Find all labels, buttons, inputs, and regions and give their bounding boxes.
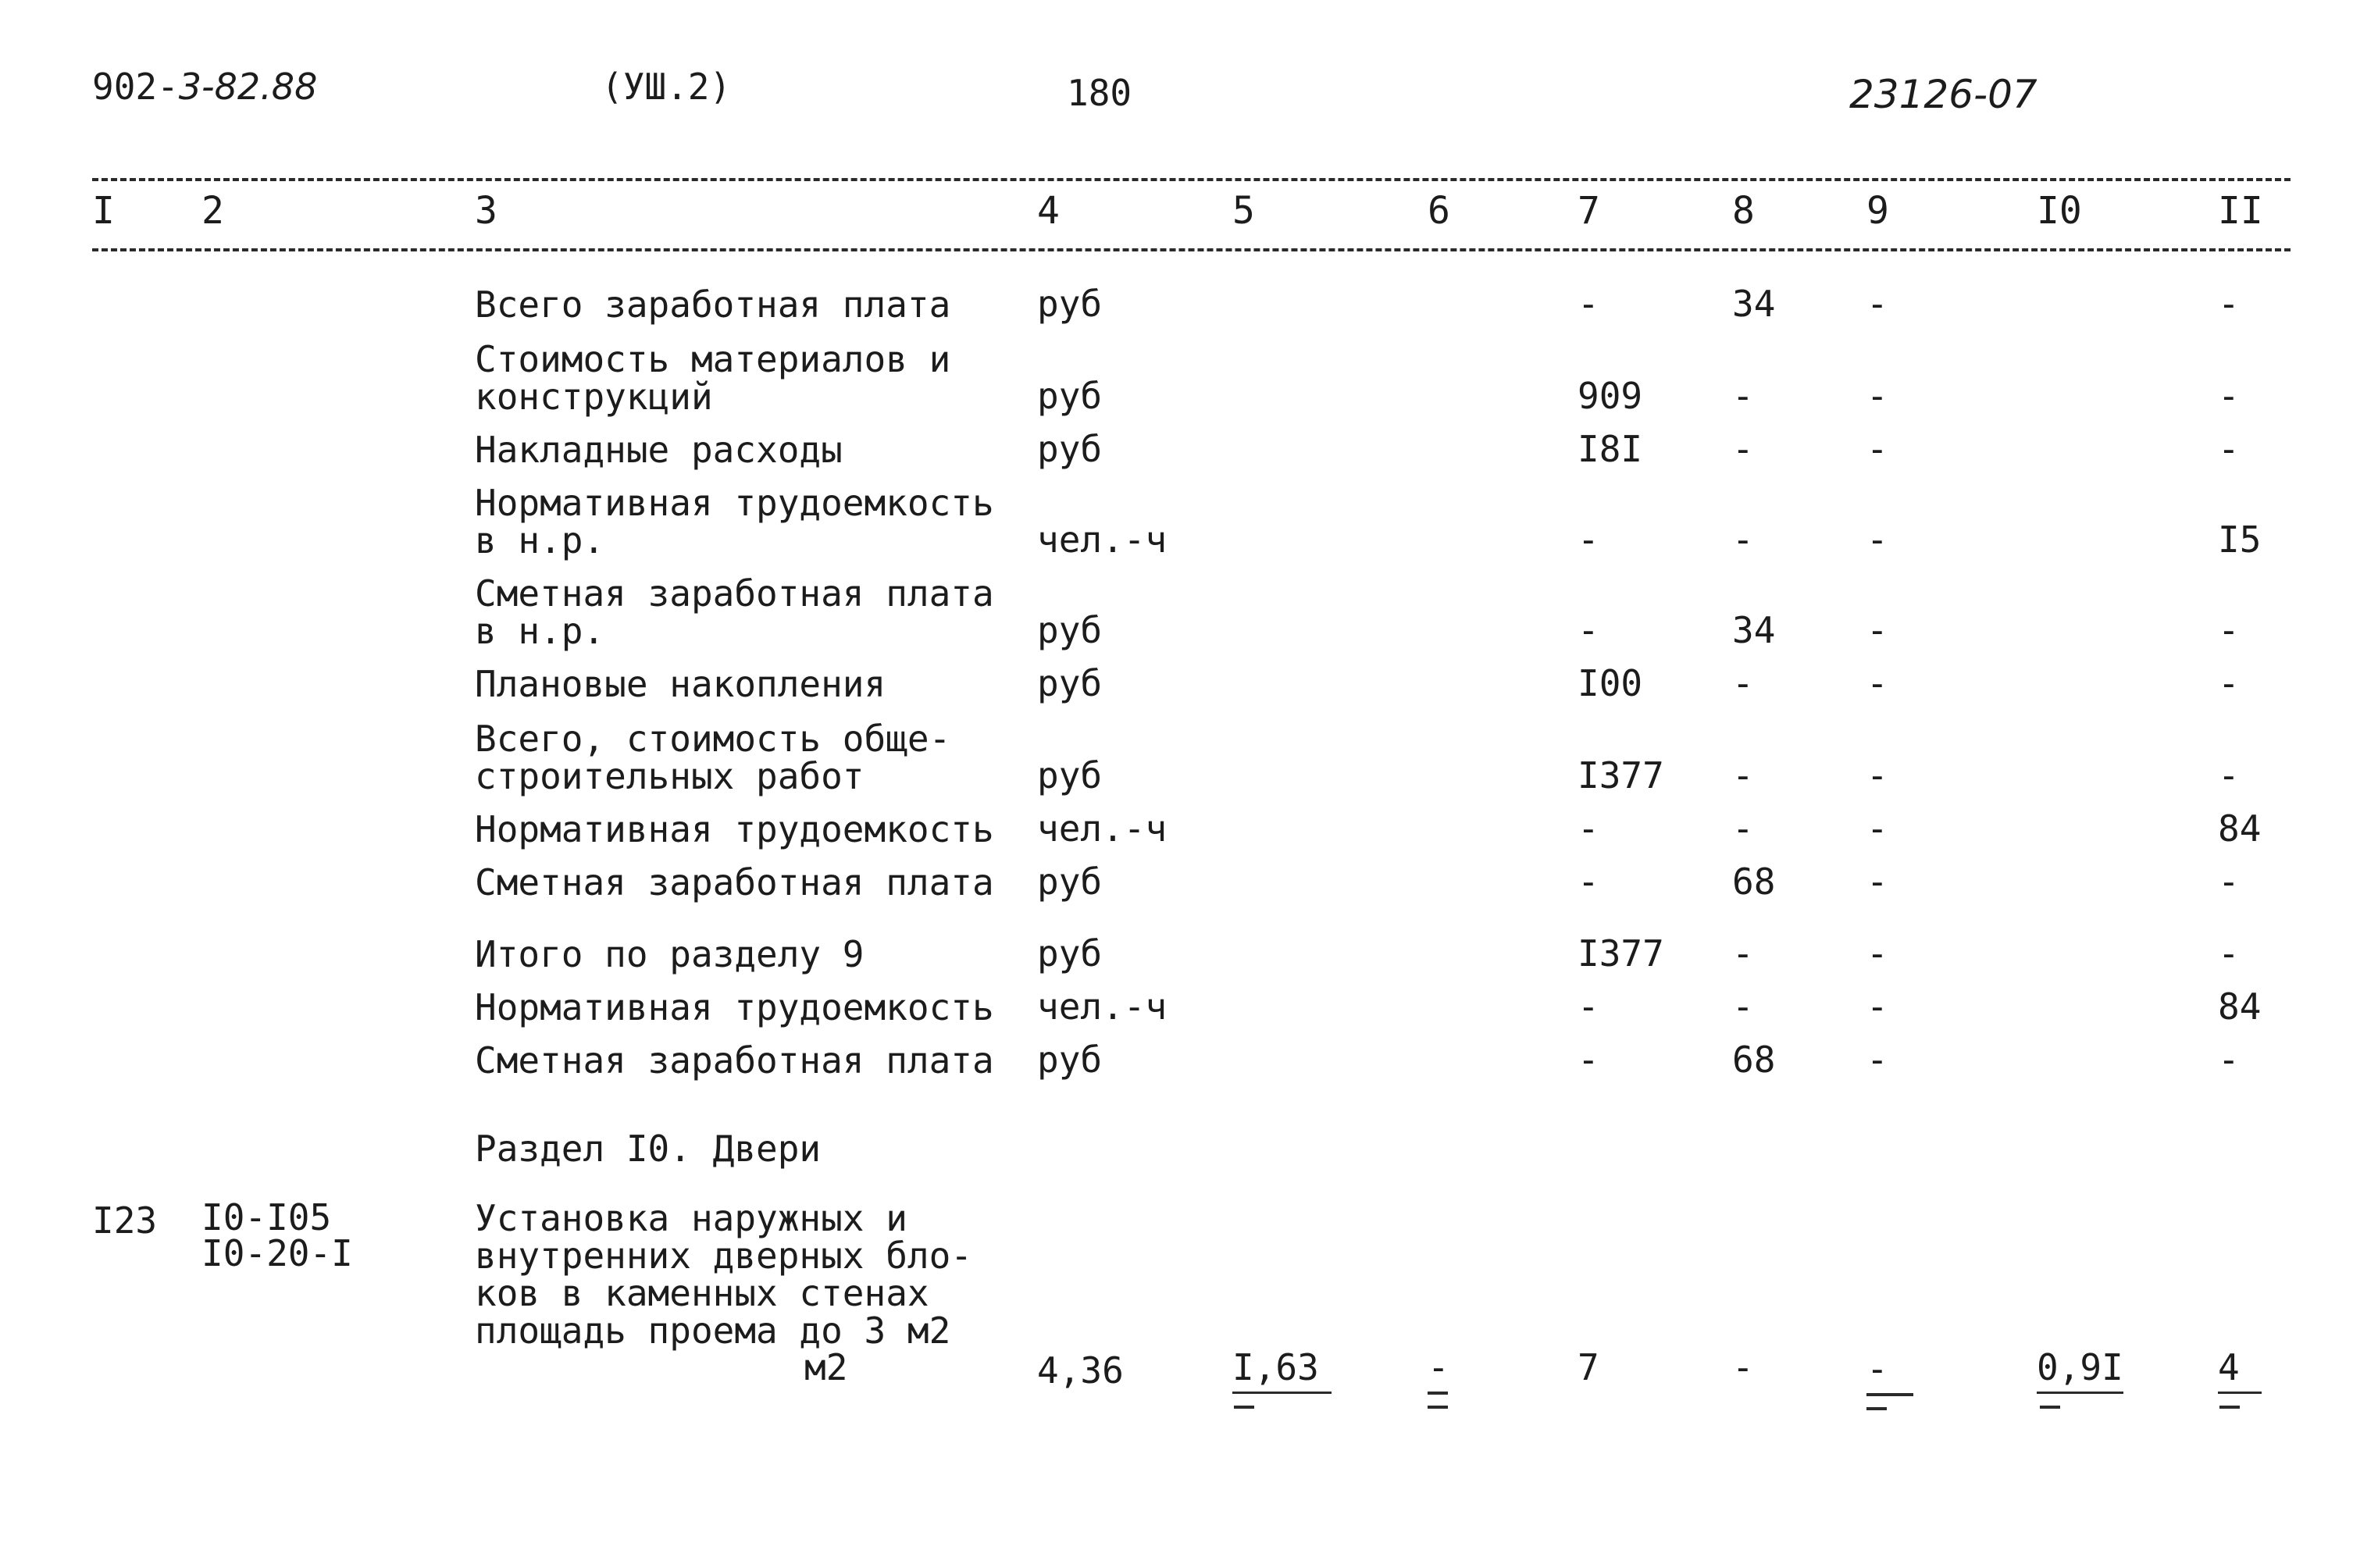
row-col9: - — [1866, 662, 1888, 704]
row-unit: руб — [1037, 1039, 1103, 1081]
item-col5 — [1232, 1346, 1332, 1388]
row-col11: - — [2218, 754, 2240, 796]
row-unit: чел.-ч — [1037, 519, 1168, 561]
row-col9: - — [1866, 283, 1888, 325]
row-label: Сметная заработная плата в н.р. — [475, 572, 994, 652]
row-col8: 34 — [1732, 609, 1776, 651]
item-col11-value: 4 — [2218, 1346, 2262, 1394]
item-col10-value: 0,9I — [2037, 1346, 2123, 1394]
item-quantity: 4,36 — [1037, 1349, 1124, 1392]
row-col7: - — [1578, 861, 1599, 903]
row-col7: I00 — [1578, 662, 1643, 704]
row-col9: - — [1866, 375, 1888, 417]
row-col8: 68 — [1732, 861, 1776, 903]
row-col7: I377 — [1578, 754, 1664, 796]
row-col9: - — [1866, 985, 1888, 1028]
row-unit: чел.-ч — [1037, 985, 1168, 1028]
column-number-9: 9 — [1866, 189, 1889, 233]
column-number-2: 2 — [201, 189, 224, 233]
item-unit: м2 — [804, 1346, 848, 1388]
row-col11: - — [2218, 428, 2240, 470]
item-col7: 7 — [1578, 1346, 1599, 1388]
row-label: Накладные расходы — [475, 429, 843, 471]
row-col9: - — [1866, 807, 1888, 850]
row-label: Сметная заработная плата — [475, 1039, 994, 1082]
row-label: Нормативная трудоемкость — [475, 808, 994, 850]
row-col7: I377 — [1578, 932, 1664, 975]
row-col7: - — [1578, 1039, 1599, 1081]
row-col8: - — [1732, 375, 1754, 417]
row-unit: руб — [1037, 932, 1103, 975]
row-col11: - — [2218, 1039, 2240, 1081]
section-reference: (УШ.2) — [601, 66, 732, 108]
column-number-1: I — [92, 189, 115, 233]
row-col7: - — [1578, 519, 1599, 561]
row-col9: - — [1866, 932, 1888, 975]
row-col9: - — [1866, 1039, 1888, 1081]
row-unit: руб — [1037, 861, 1103, 903]
row-col8: - — [1732, 985, 1754, 1028]
document-code-handwritten: 3-82.88 — [178, 66, 318, 108]
item-col9-sub-dash — [1866, 1407, 1887, 1410]
row-unit: руб — [1037, 609, 1103, 651]
row-unit: руб — [1037, 283, 1103, 325]
section-title: Раздел I0. Двери — [475, 1128, 822, 1170]
column-number-8: 8 — [1732, 189, 1755, 233]
row-col7: 909 — [1578, 375, 1643, 417]
row-col9: - — [1866, 609, 1888, 651]
item-col9-underline — [1866, 1393, 1913, 1396]
row-unit: руб — [1037, 375, 1103, 417]
row-col9: - — [1866, 519, 1888, 561]
row-col8: - — [1732, 662, 1754, 704]
row-unit: руб — [1037, 754, 1103, 796]
row-col9: - — [1866, 428, 1888, 470]
item-col11-sub-dash — [2219, 1406, 2240, 1409]
row-unit: чел.-ч — [1037, 807, 1168, 850]
row-col7: - — [1578, 985, 1599, 1028]
row-label: Плановые накопления — [475, 663, 886, 705]
row-col11: - — [2218, 932, 2240, 975]
inventory-number: 23126-07 — [1849, 72, 2037, 117]
column-number-11: II — [2218, 189, 2263, 233]
row-col7: - — [1578, 609, 1599, 651]
row-col11: - — [2218, 609, 2240, 651]
row-col11: - — [2218, 662, 2240, 704]
row-col11: 84 — [2218, 985, 2262, 1028]
column-number-5: 5 — [1232, 189, 1255, 233]
item-col10-sub-dash — [2040, 1406, 2060, 1409]
row-label: Всего, стоимость обще- строительных работ — [475, 718, 951, 797]
item-col6-underline — [1428, 1392, 1448, 1395]
row-unit: руб — [1037, 428, 1103, 470]
row-col8: - — [1732, 754, 1754, 796]
row-label: Всего заработная плата — [475, 283, 951, 326]
item-col5-sub-dash — [1234, 1406, 1254, 1409]
row-col11: I5 — [2218, 519, 2262, 561]
row-label: Нормативная трудоемкость в н.р. — [475, 482, 994, 561]
row-col8: - — [1732, 807, 1754, 850]
column-number-4: 4 — [1037, 189, 1060, 233]
row-col7: I8I — [1578, 428, 1643, 470]
row-label: Нормативная трудоемкость — [475, 986, 994, 1028]
item-col6-sub-dash — [1428, 1406, 1448, 1409]
column-number-7: 7 — [1578, 189, 1600, 233]
document-code-prefix: 902- — [92, 66, 179, 108]
item-col5-value: I,63 — [1232, 1346, 1332, 1394]
page-number: 180 — [1067, 72, 1132, 114]
row-col11: - — [2218, 375, 2240, 417]
item-col6: - — [1428, 1346, 1449, 1388]
item-col11 — [2218, 1346, 2262, 1388]
item-col10 — [2037, 1346, 2123, 1388]
item-description: Установка наружных и внутренних дверных бло- ков в каменных стенах площадь проема до 3 м2 — [475, 1197, 972, 1352]
row-col9: - — [1866, 754, 1888, 796]
row-label: Итого по разделу 9 — [475, 933, 865, 975]
row-col11: 84 — [2218, 807, 2262, 850]
row-col7: - — [1578, 283, 1599, 325]
item-col8: - — [1732, 1346, 1754, 1388]
row-col8: - — [1732, 428, 1754, 470]
header-top-rule — [92, 178, 2291, 181]
document-code — [92, 66, 318, 108]
row-col7: - — [1578, 807, 1599, 850]
row-col8: 68 — [1732, 1039, 1776, 1081]
row-label: Стоимость материалов и конструкций — [475, 338, 951, 418]
row-col8: - — [1732, 932, 1754, 975]
row-col9: - — [1866, 861, 1888, 903]
row-col8: 34 — [1732, 283, 1776, 325]
column-number-3: 3 — [475, 189, 497, 233]
row-unit: руб — [1037, 662, 1103, 704]
row-col11: - — [2218, 283, 2240, 325]
column-number-6: 6 — [1428, 189, 1450, 233]
item-codes: I0-I05 I0-20-I — [201, 1196, 353, 1274]
row-col11: - — [2218, 861, 2240, 903]
header-bottom-rule — [92, 248, 2291, 251]
item-number: I23 — [92, 1199, 158, 1242]
item-col9: - — [1866, 1348, 1888, 1390]
row-label: Сметная заработная плата — [475, 861, 994, 903]
column-number-10: I0 — [2037, 189, 2082, 233]
row-col8: - — [1732, 519, 1754, 561]
